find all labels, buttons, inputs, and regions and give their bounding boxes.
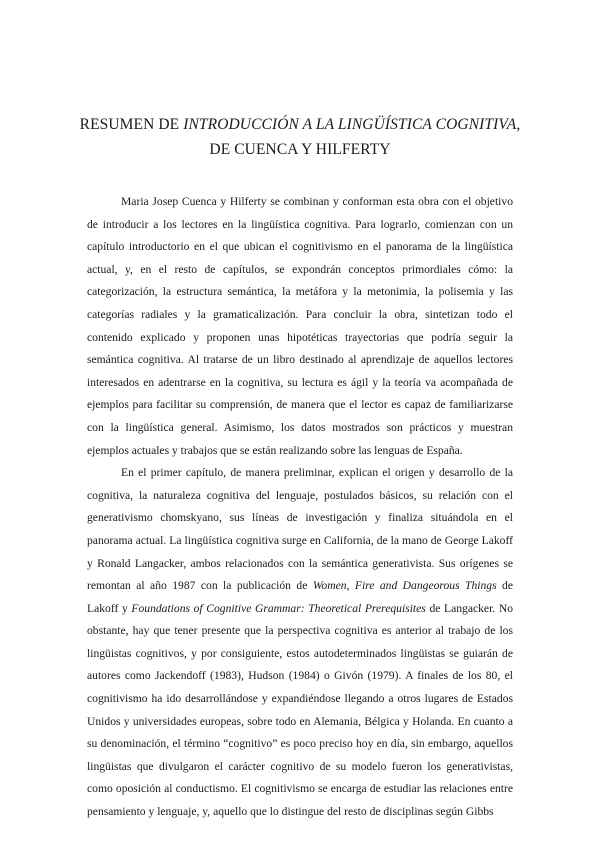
book-title-lakoff: Women, Fire and Dangeorous Things: [312, 579, 497, 593]
title-prefix: RESUMEN DE: [79, 116, 184, 133]
paragraph-chapter-one: [87, 462, 513, 824]
title-suffix: , DE CUENCA Y HILFERTY: [209, 116, 521, 158]
paragraph-text: de Langacker. No obstante, hay que tener presente que la perspectiva cognitiva es anterior al trabajo de los lingüistas cognitivos, y por consiguiente, estos autodeterminados lingüistas se guiarán de autores como Jackendoff (1983), Hudson (1984) o Givón (1979). A finales de los 80, el cognitivismo ha ido desarrollándose y expandiéndose llegando a otros lugares de Estados Unidos y universidades europeas, sobre todo en Alemania, Bélgica y Holanda. En cuanto a su denominación, el término “cognitivo” es poco preciso hoy en día, sin embargo, aquellos lingüistas que divulgaron el carácter cognitivo de su modelo fueron los generativistas, como oposición al conductismo. El cognitivismo se encarga de estudiar las relaciones entre pensamiento y lenguaje, y, aquello que lo distingue del resto de disciplinas según Gibbs: [87, 601, 513, 819]
paragraph-text: En el primer capítulo, de manera preliminar, explican el origen y desarrollo de la cognitiva, la naturaleza cognitiva del lenguaje, postulados básicos, su relación con el generativismo chomskyano, sus líneas de investigación y finaliza situándola en el panorama actual. La lingüística cognitiva surge en California, de la mano de George Lakoff y Ronald Langacker, ambos relacionados con la semántica generativista. Sus orígenes se remontan al año 1987 con la publicación de: [87, 466, 513, 593]
document-title: [70, 112, 530, 162]
title-book-name: INTRODUCCIÓN A LA LINGÜÍSTICA COGNITIVA: [183, 116, 517, 133]
document-body: [87, 191, 513, 824]
paragraph-text: de Lakoff y: [87, 579, 514, 615]
paragraph-intro: Maria Josep Cuenca y Hilferty se combinan y conforman esta obra con el objetivo de introducir a los lectores en la lingüística cognitiva. Para lograrlo, comienzan con un capítulo introductorio en el que ubican el cognitivismo en el panorama de la lingüística actual, y, en el resto de capítulos, se expondrán conceptos primordiales cómo: la categorización, la estructura semántica, la metáfora y la metonimia, la polisemia y las categorías radiales y la gramaticalización. Para concluir la obra, sintetizan todo el contenido explicado y proponen unas hipotéticas trayectorias que podría seguir la semántica cognitiva. Al tratarse de un libro destinado al aprendizaje de aquellos lectores interesados en adentrarse en la cognitiva, su lectura es ágil y la teoría va acompañada de ejemplos para facilitar su comprensión, de manera que el lector es capaz de familiarizarse con la lingüística general. Asimismo, los datos mostrados son prácticos y muestran ejemplos actuales y trabajos que se están realizando sobre las lenguas de España.: [87, 195, 513, 457]
book-title-langacker: Foundations of Cognitive Grammar: Theoretical Prerequisites: [131, 601, 426, 615]
